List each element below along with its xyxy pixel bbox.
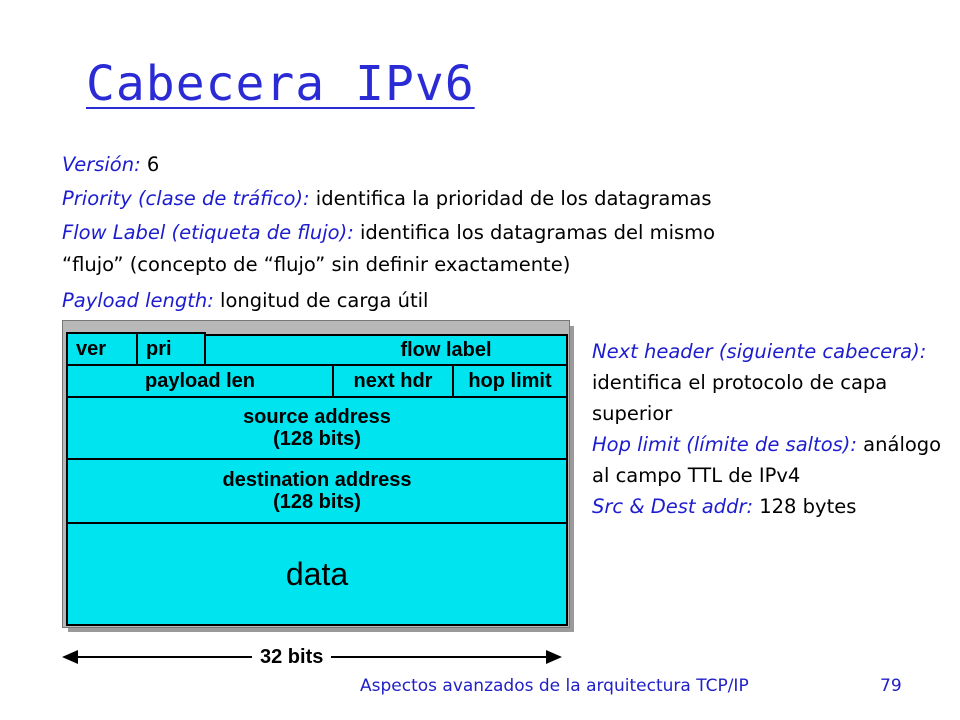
term-label: Versión: xyxy=(62,153,141,176)
width-dimension xyxy=(62,644,562,674)
term-label: Payload length: xyxy=(62,289,214,312)
source-address-label: source address xyxy=(243,406,391,428)
note-addresses xyxy=(592,491,952,522)
arrow-left-icon xyxy=(62,650,78,664)
width-label: 32 bits xyxy=(252,644,331,670)
field-data: data xyxy=(66,522,568,626)
term-label: Next header (siguiente cabecera): xyxy=(592,340,927,363)
term-text: 128 bytes xyxy=(753,495,857,518)
field-source-address xyxy=(66,396,568,460)
field-destination-address xyxy=(66,458,568,524)
term-text: “flujo” (concepto de “flujo” sin definir exactamente) xyxy=(62,253,571,276)
term-label: Priority (clase de tráfico): xyxy=(62,187,310,210)
term-label: Hop limit (límite de saltos): xyxy=(592,433,857,456)
note-next-header xyxy=(592,336,952,429)
desc-version xyxy=(62,150,159,180)
side-notes xyxy=(592,336,952,522)
desc-priority xyxy=(62,184,711,214)
term-text: 6 xyxy=(140,153,160,176)
term-label: Flow Label (etiqueta de flujo): xyxy=(62,221,354,244)
term-text: identifica la prioridad de los datagramas xyxy=(309,187,712,210)
field-payload-len: payload len xyxy=(66,364,334,398)
note-hop-limit xyxy=(592,429,952,491)
slide-title: Cabecera IPv6 xyxy=(86,56,475,112)
source-address-bits: (128 bits) xyxy=(273,428,361,450)
term-text: identifica los datagramas del mismo xyxy=(353,221,716,244)
term-text: identifica el protocolo de capa superior xyxy=(592,371,888,425)
field-hop-limit: hop limit xyxy=(452,364,568,398)
desc-flow-label-cont xyxy=(62,250,570,280)
field-flow-label: flow label xyxy=(204,334,568,366)
term-label: Src & Dest addr: xyxy=(592,495,754,518)
arrow-right-icon xyxy=(546,650,562,664)
destination-address-label: destination address xyxy=(222,469,412,491)
field-next-hdr: next hdr xyxy=(332,364,454,398)
footer-title: Aspectos avanzados de la arquitectura TCP/IP xyxy=(360,676,749,696)
desc-payload-length xyxy=(62,286,428,316)
term-text: análogo al campo TTL de IPv4 xyxy=(592,433,942,487)
destination-address-bits: (128 bits) xyxy=(273,491,361,513)
desc-flow-label xyxy=(62,218,715,248)
page-number: 79 xyxy=(880,676,902,696)
field-pri: pri xyxy=(136,332,206,366)
ipv6-header-diagram xyxy=(62,320,582,640)
field-ver: ver xyxy=(66,332,138,366)
term-text: longitud de carga útil xyxy=(213,289,429,312)
